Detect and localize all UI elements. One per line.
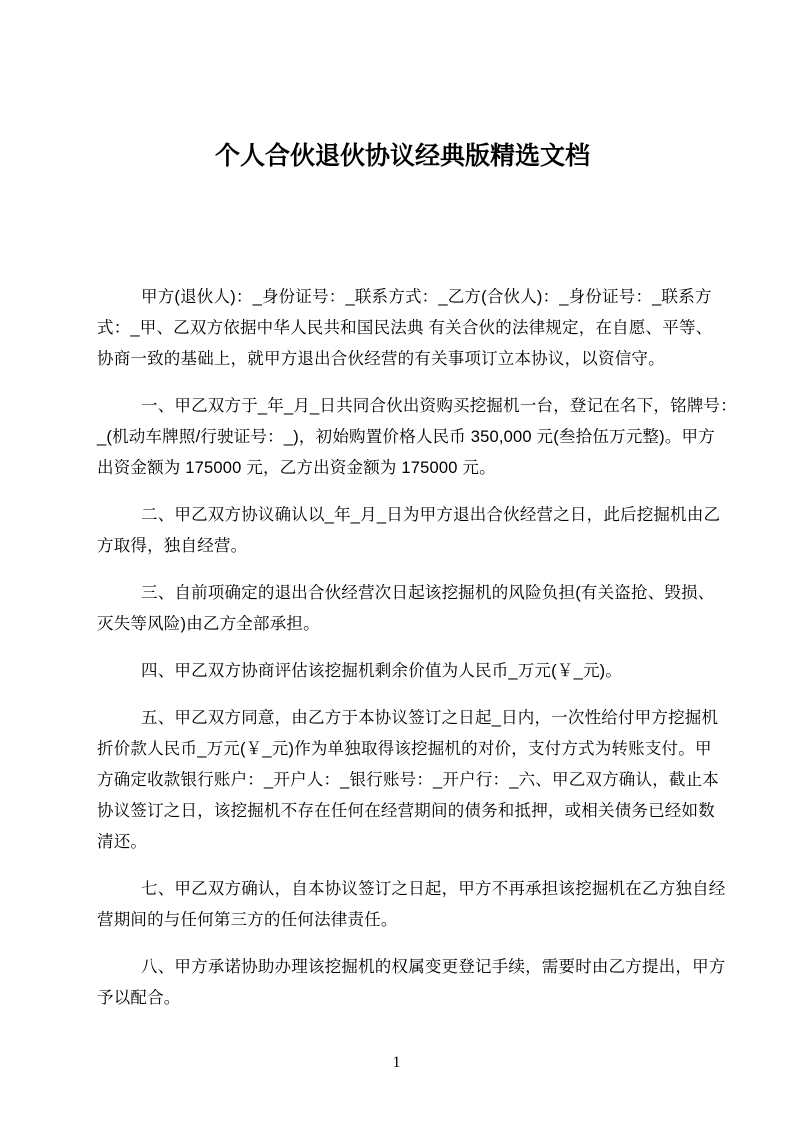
paragraph	[97, 703, 720, 858]
text-line: 方确定收款银行账户：_开户人：_银行账号：_开户行：_六、甲乙双方确认，截止本	[97, 771, 720, 789]
page-number: 1	[392, 1054, 401, 1071]
paragraph	[97, 656, 708, 687]
text-line: 清还。	[97, 833, 148, 851]
paragraph	[97, 282, 713, 375]
paragraph	[97, 391, 737, 484]
text-line: 甲方(退伙人)：_身份证号：_联系方式：_乙方(合伙人)：_身份证号：_联系方	[141, 288, 712, 306]
text-line: 协议签订之日，该挖掘机不存在任何在经营期间的债务和抵押，或相关债务已经如数	[97, 802, 715, 820]
text-line: 予以配合。	[97, 989, 181, 1007]
text-line: _(机动车牌照/行驶证号：_)，初始购置价格人民币 350,000 元(叁拾伍万元整)。甲方	[97, 428, 715, 446]
text-line: 七、甲乙双方确认，自本协议签订之日起，甲方不再承担该挖掘机在乙方独自经	[141, 880, 726, 898]
text-line: 折价款人民币_万元(￥_元)作为单独取得该挖掘机的对价，支付方式为转账支付。甲	[97, 740, 712, 758]
document-body	[97, 282, 737, 1014]
text-line: 营期间的与任何第三方的任何法律责任。	[97, 911, 398, 929]
document-title: 个人合伙退伙协议经典版精选文档	[214, 142, 590, 170]
text-line: 八、甲方承诺协助办理该挖掘机的权属变更登记手续，需要时由乙方提出，甲方	[141, 958, 726, 976]
text-line: 式：_甲、乙双方依据中华人民共和国民法典 有关合伙的法律规定，在自愿、平等、	[97, 319, 713, 337]
text-line: 五、甲乙双方同意，由乙方于本协议签订之日起_日内，一次性给付甲方挖掘机	[141, 709, 719, 727]
paragraph	[97, 952, 726, 1014]
text-line: 协商一致的基础上，就甲方退出合伙经营的有关事项订立本协议，以资信守。	[97, 350, 665, 368]
paragraph	[97, 578, 715, 640]
text-line: 方取得，独自经营。	[97, 537, 248, 555]
text-line: 三、自前项确定的退出合伙经营次日起该挖掘机的风险负担(有关盗抢、毁损、	[141, 584, 715, 602]
text-line: 一、甲乙双方于_年_月_日共同合伙出资购买挖掘机一台，登记在名下，铭牌号：	[141, 397, 737, 415]
text-line: 四、甲乙双方协商评估该挖掘机剩余价值为人民币_万元(￥_元)。	[141, 662, 623, 680]
text-line: 出资金额为 175000 元，乙方出资金额为 175000 元。	[97, 459, 496, 477]
text-line: 灭失等风险)由乙方全部承担。	[97, 615, 320, 633]
paragraph	[97, 500, 721, 562]
paragraph	[97, 874, 726, 936]
text-line: 二、甲乙双方协议确认以_年_月_日为甲方退出合伙经营之日，此后挖掘机由乙	[141, 506, 721, 524]
